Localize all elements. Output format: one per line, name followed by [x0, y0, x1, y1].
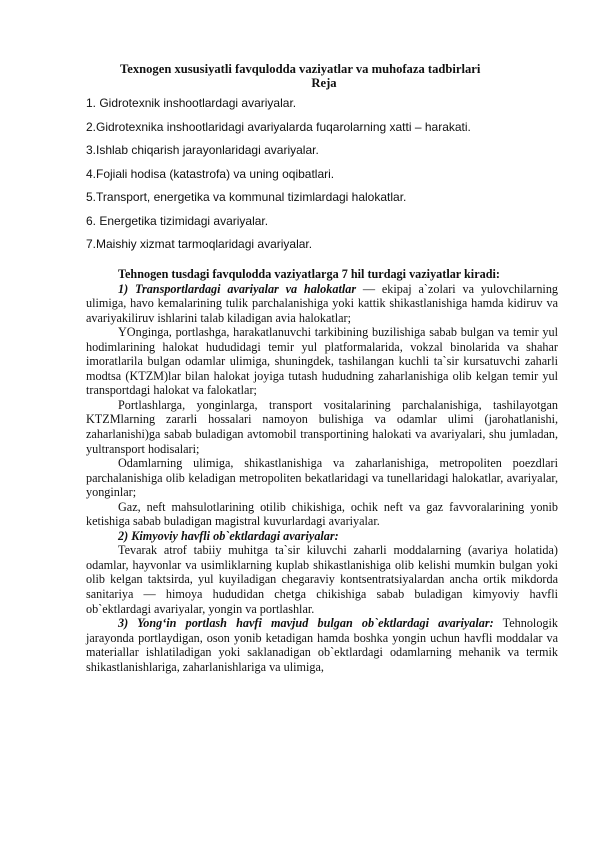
section-3-title: 3) Yong‘in portlash havfi mavjud bulgan ob`ektlardagi avariyalar: — [118, 616, 494, 631]
chemical-paragraph: Tevarak atrof tabiiy muhitga ta`sir kiluvchi zaharli moddalarning (avariya holatida) odamlar, hayvonlar va usimliklarning kuplab shikastlanishiga olib kelishi mumkin bulgan yoki olib kelgan taktsirda, yul kuyiladigan chegaraviy kontsentratsiyalardan ancha ortik mikdorda sanitariya — himoya hududidan chetga chikishiga sabab buladigan kimyoviy havfli ob`ektlardagi avariyalar, yongin va portlashlar. — [86, 543, 558, 616]
section-3-text: Tehnologik jarayonda portlaydigan, oson yonib ketadigan hamda boshka yongin uchun havfli moddalar va materiallar ishlatiladigan yoki saklanadigan ob`ektlardagi odamlarning mehanik va termik shikastlanishlariga, zaharlanishlariga va ulimiga, — [86, 616, 558, 674]
railway-paragraph: YOnginga, portlashga, harakatlanuvchi tarkibining buzilishiga sabab bulgan va temir yul hodimlarining halokat hududidagi temir yul platformalarida, vokzal binolarida va shahar imoratlarila bulgan odamlar ulimiga, shuningdek, tashilangan kuchli ta`sir kursatuvchi zaharli modtsa (KTZM)lar bilan halokat joyiga tutash hududning zaharlanishiga olib kelgan temir yul transportdagi halokat va falokatlar; — [86, 325, 558, 398]
section-1-text: — ekipaj a`zolari va yulovchilarning ulimiga, havo kemalarining tulik parchalanishiga yoki kattik shikastlanishiga hamda kidiruv va avariyakiliruv ishlarini talab kiladigan avia halokatlar; — [86, 281, 559, 325]
document-title: Texnogen xususiyatli favqulodda vaziyatlar va muhofaza tadbirlari — [120, 62, 481, 76]
section-3-paragraph — [86, 616, 558, 674]
plan-list — [86, 96, 566, 261]
section-2-paragraph — [86, 529, 558, 544]
document-body — [86, 267, 558, 674]
plan-item-5: 5.Transport, energetika va kommunal tizimlardagi halokatlar. — [86, 190, 407, 204]
plan-heading: Reja — [311, 76, 337, 90]
plan-item-6: 6. Energetika tizimidagi avariyalar. — [86, 213, 269, 228]
plan-item-1: 1. Gidrotexnik inshootlardagi avariyalar. — [86, 96, 297, 110]
section-1-title: 1) Transportlardagi avariyalar va halokatlar — [118, 281, 357, 296]
plan-item-3: 3.Ishlab chiqarish jarayonlaridagi avariyalar. — [86, 143, 319, 157]
section-2-title: 2) Kimyoviy havfli ob`ektlardagi avariyalar: — [118, 528, 339, 543]
metro-paragraph: Odamlarning ulimiga, shikastlanishiga va zaharlanishiga, metropoliten poezdlari parchalanishiga olib keladigan metropoliten bekatlaridagi va tunellaridagi halokatlar, avariyalar, yonginlar; — [86, 456, 558, 500]
road-paragraph: Portlashlarga, yonginlarga, transport vositalarining parchalanishiga, tashilayotgan KTZMlarning zararli hossalari namoyon bulishiga va odamlar ulimi (jarohatlanishi, zaharlanishi)ga sabab buladigan avtomobil transportining halokati va avariyalari, shu jumladan, yultransport hodisalari; — [86, 397, 558, 456]
plan-item-7: 7.Maishiy xizmat tarmoqlaridagi avariyalar. — [86, 237, 313, 251]
gas-paragraph: Gaz, neft mahsulotlarining otilib chikishiga, ochik neft va gaz favvoralarining yonib ketishiga sabab buladigan magistral kuvurlardagi avariyalar. — [86, 499, 558, 529]
plan-item-4: 4.Fojiali hodisa (katastrofa) va uning oqibatlari. — [86, 166, 335, 181]
plan-item-2: 2.Gidrotexnika inshootlaridagi avariyalarda fuqarolarning xatti – harakati. — [86, 119, 471, 134]
section-1-paragraph — [86, 282, 558, 326]
intro-heading: Tehnogen tusdagi favqulodda vaziyatlarga 7 hil turdagi vaziyatlar kiradi: — [118, 267, 500, 281]
